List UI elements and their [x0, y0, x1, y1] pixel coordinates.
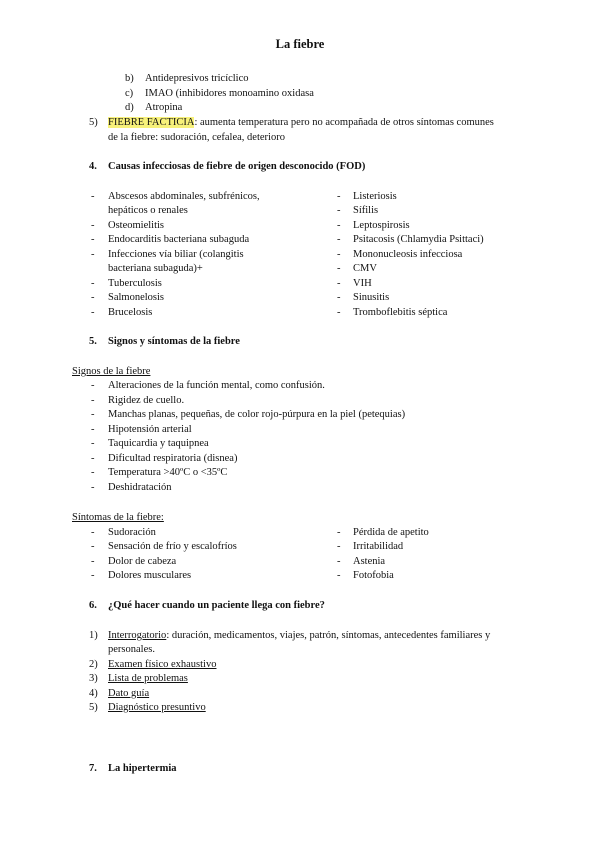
dash-bullet: - — [337, 570, 341, 581]
dash-bullet: - — [337, 527, 341, 538]
dash-bullet: - — [337, 220, 341, 231]
list-item: Tromboflebitis séptica — [353, 307, 448, 318]
list-item-marker: d) — [125, 102, 134, 113]
list-item: Sensación de frío y escalofríos — [108, 541, 237, 552]
dash-bullet: - — [91, 527, 95, 538]
section-6-number: 6. — [89, 600, 97, 611]
dash-bullet: - — [337, 556, 341, 567]
list-item: Atropina — [145, 102, 183, 113]
list-item: Dolores musculares — [108, 570, 192, 581]
list-item: Salmonelosis — [108, 292, 165, 303]
step-label: Lista de problemas — [108, 673, 188, 684]
sintomas-label: Síntomas de la fiebre: — [72, 512, 164, 523]
list-item: Sinusitis — [353, 292, 390, 303]
dash-bullet: - — [91, 438, 95, 449]
list-item: Dolor de cabeza — [108, 556, 177, 567]
section-5-title: Signos y síntomas de la fiebre — [108, 336, 240, 347]
dash-bullet: - — [337, 205, 341, 216]
list-item-marker: b) — [125, 73, 134, 84]
list-item: Dificultad respiratoria (disnea) — [108, 453, 238, 464]
dash-bullet: - — [91, 220, 95, 231]
dash-bullet: - — [91, 453, 95, 464]
list-item: CMV — [353, 263, 377, 274]
section-7-title: La hipertermia — [108, 763, 177, 774]
dash-bullet: - — [91, 307, 95, 318]
list-item: Astenia — [353, 556, 386, 567]
dash-bullet: - — [91, 409, 95, 420]
dash-bullet: - — [91, 380, 95, 391]
list-item: Deshidratación — [108, 482, 172, 493]
list-item: Irritabilidad — [353, 541, 404, 552]
highlighted-term: FIEBRE FACTICIA — [108, 117, 195, 128]
definition-text-line2: de la fiebre: sudoración, cefalea, deterioro — [108, 132, 285, 143]
list-item: IMAO (inhibidores monoamino oxidasa — [145, 88, 314, 99]
dash-bullet: - — [91, 278, 95, 289]
list-item: Manchas planas, pequeñas, de color rojo-púrpura en la piel (petequias) — [108, 409, 406, 420]
list-item: Taquicardia y taquipnea — [108, 438, 209, 449]
list-item: Mononucleosis infecciosa — [353, 249, 463, 260]
list-item: Brucelosis — [108, 307, 153, 318]
list-item-marker: 4) — [89, 688, 98, 699]
list-item-marker: 2) — [89, 659, 98, 670]
dash-bullet: - — [91, 467, 95, 478]
list-item: Infecciones vía biliar (colangitis — [108, 249, 244, 260]
step-description: : duración, medicamentos, viajes, patrón, síntomas, antecedentes familiares y — [166, 630, 491, 641]
dash-bullet: - — [337, 541, 341, 552]
list-item: Alteraciones de la función mental, como confusión. — [108, 380, 325, 391]
list-item: Sudoración — [108, 527, 156, 538]
section-6-title: ¿Qué hacer cuando un paciente llega con fiebre? — [108, 600, 325, 611]
dash-bullet: - — [91, 395, 95, 406]
step-description-line2: personales. — [108, 644, 155, 655]
dash-bullet: - — [91, 570, 95, 581]
step-label: Examen físico exhaustivo — [108, 659, 217, 670]
list-item: Tuberculosis — [108, 278, 162, 289]
dash-bullet: - — [337, 191, 341, 202]
section-4-number: 4. — [89, 161, 97, 172]
list-item: Osteomielitis — [108, 220, 164, 231]
dash-bullet: - — [337, 292, 341, 303]
list-item: Hipotensión arterial — [108, 424, 192, 435]
dash-bullet: - — [337, 263, 341, 274]
step-label: Diagnóstico presuntivo — [108, 702, 206, 713]
list-item: Antidepresivos tricíclico — [145, 73, 249, 84]
step-label: Interrogatorio — [108, 630, 167, 641]
dash-bullet: - — [91, 234, 95, 245]
list-item: Psitacosis (Chlamydia Psittaci) — [353, 234, 484, 245]
list-item — [108, 629, 490, 643]
section-5-number: 5. — [89, 336, 97, 347]
list-item: Listeriosis — [353, 191, 397, 202]
list-item: Sífilis — [353, 205, 379, 216]
list-item: Temperatura >40ºC o <35ºC — [108, 467, 228, 478]
list-item-marker: 5) — [89, 702, 98, 713]
list-item-line2: bacteriana subaguda)+ — [108, 263, 203, 274]
dash-bullet: - — [91, 249, 95, 260]
list-item-marker: 1) — [89, 630, 98, 641]
dash-bullet: - — [337, 278, 341, 289]
list-item: Leptospirosis — [353, 220, 410, 231]
definition-text: : aumenta temperatura pero no acompañada de otros síntomas comunes — [194, 117, 494, 128]
list-item: VIH — [353, 278, 372, 289]
signos-label: Signos de la fiebre — [72, 366, 151, 377]
dash-bullet: - — [337, 249, 341, 260]
page-title: La fiebre — [275, 37, 325, 51]
dash-bullet: - — [337, 234, 341, 245]
dash-bullet: - — [91, 424, 95, 435]
list-item: Abscesos abdominales, subfrénicos, — [108, 191, 260, 202]
fiebre-facticia-line — [108, 116, 494, 130]
list-item-marker: c) — [125, 88, 134, 99]
dash-bullet: - — [337, 307, 341, 318]
list-item-line2: hepáticos o renales — [108, 205, 188, 216]
section-4-title: Causas infecciosas de fiebre de origen desconocido (FOD) — [108, 161, 366, 172]
list-item-marker: 5) — [89, 117, 98, 128]
list-item: Rigidez de cuello. — [108, 395, 185, 406]
section-7-number: 7. — [89, 763, 97, 774]
dash-bullet: - — [91, 482, 95, 493]
step-label: Dato guía — [108, 688, 150, 699]
list-item: Pérdida de apetito — [353, 527, 429, 538]
list-item: Fotofobia — [353, 570, 394, 581]
dash-bullet: - — [91, 541, 95, 552]
dash-bullet: - — [91, 556, 95, 567]
list-item: Endocarditis bacteriana subaguda — [108, 234, 250, 245]
dash-bullet: - — [91, 191, 95, 202]
dash-bullet: - — [91, 292, 95, 303]
list-item-marker: 3) — [89, 673, 98, 684]
